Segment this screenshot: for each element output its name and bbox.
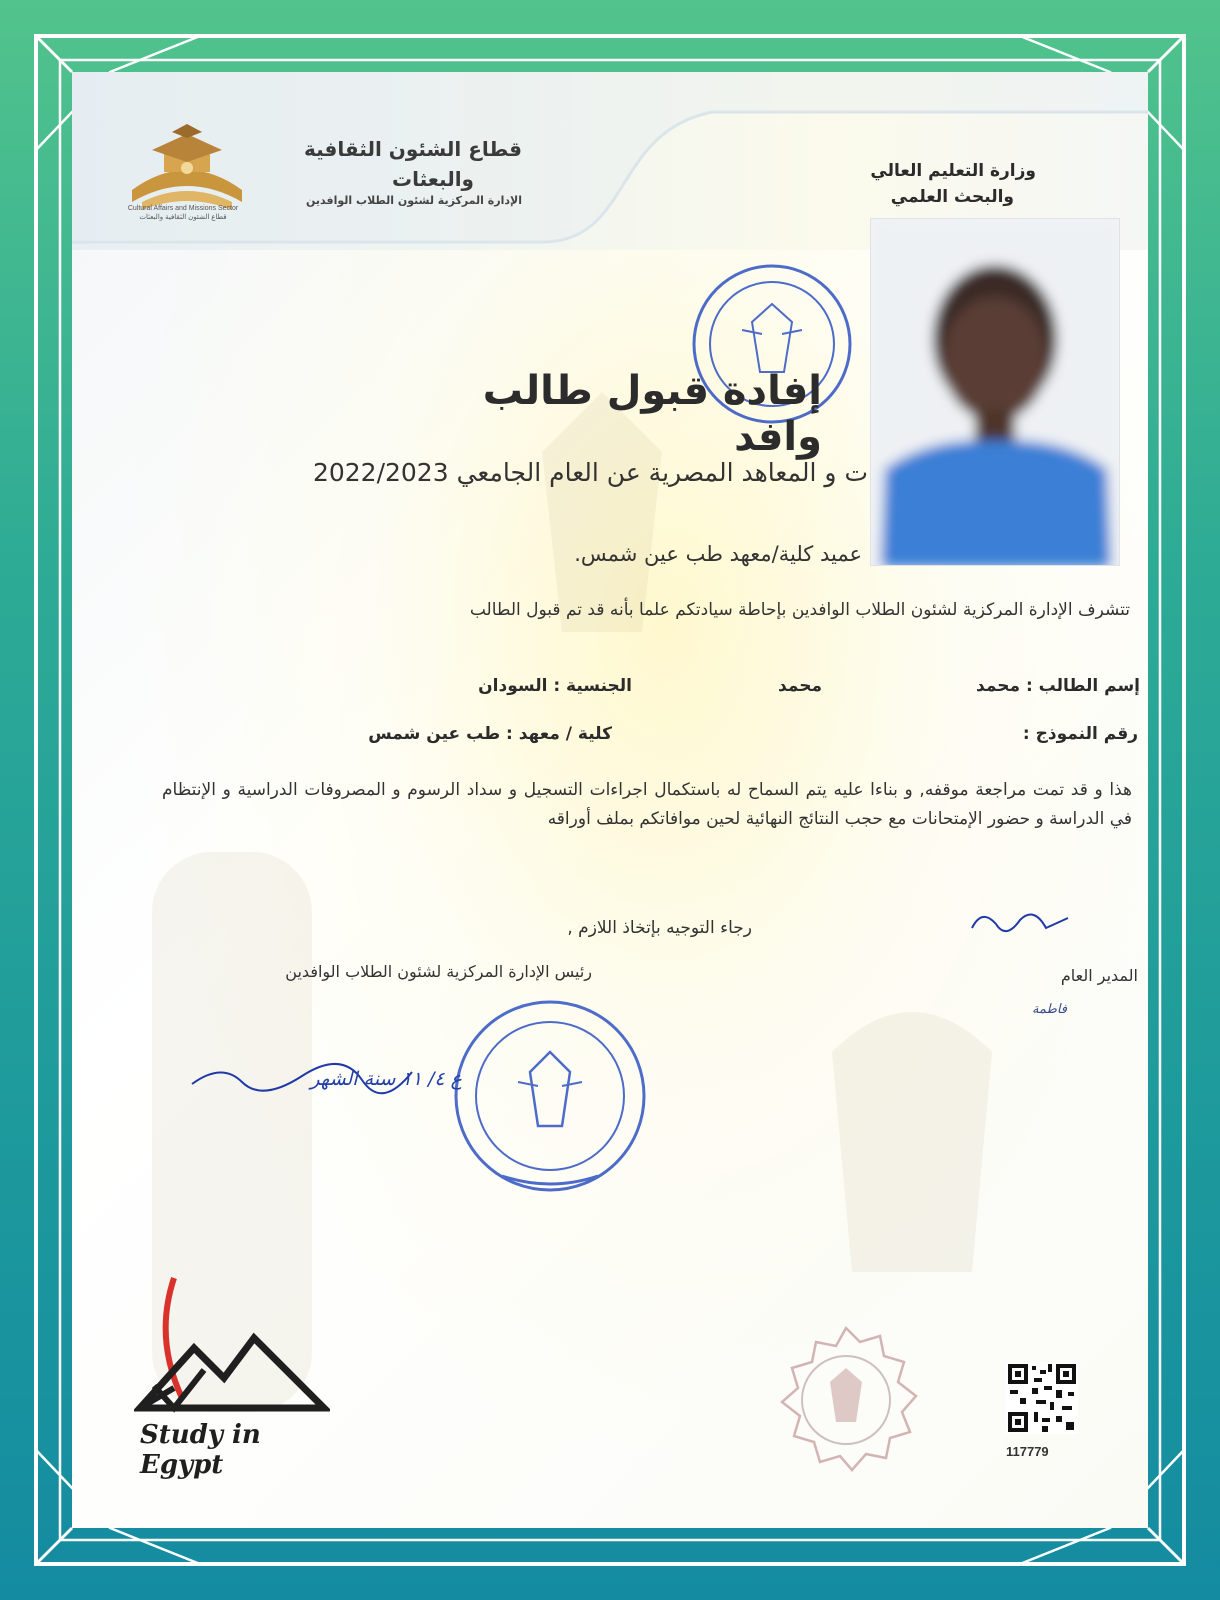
head-title: رئيس الإدارة المركزية لشئون الطلاب الوافدين bbox=[285, 962, 592, 981]
form-number-field: رقم النموذج : bbox=[1022, 724, 1138, 744]
study-in-egypt-brand: Study in Egypt bbox=[140, 1420, 261, 1480]
qr-code-icon bbox=[1006, 1362, 1078, 1434]
sector-subtitle: الإدارة المركزية لشئون الطلاب الوافدين bbox=[306, 194, 522, 207]
director-signature-icon bbox=[972, 915, 1068, 932]
body-text: هذا و قد تمت مراجعة موقفه, و بناءا عليه يتم السماح له باستكمال اجراءات التسجيل و سداد الرسوم و المصروفات الدراسية و الإنتظام في الدراسة و حضور الإمتحانات مع حجب النتائج النهائية لحين موافاتكم بملف أوراقه bbox=[162, 780, 1132, 829]
director-title: المدير العام bbox=[1060, 966, 1138, 985]
regards-text: رجاء التوجيه بإتخاذ اللازم , bbox=[567, 918, 752, 938]
certificate-paper bbox=[72, 72, 1148, 1528]
serial-number: 117779 bbox=[1006, 1444, 1049, 1459]
document-subtitle: ت و المعاهد المصرية عن العام الجامعي 2022/2023 bbox=[312, 458, 868, 487]
document-title: إفادة قبول طالب وافد bbox=[482, 368, 822, 460]
ministry-title bbox=[816, 158, 1036, 210]
ministry-title-line2: والبحث العلمي bbox=[890, 187, 1014, 207]
student-name-field: إسم الطالب : محمد bbox=[976, 676, 1140, 696]
logo-caption-en: Cultural Affairs and Missions Sector bbox=[127, 205, 239, 212]
student-name-middle: محمد bbox=[778, 676, 822, 696]
sector-title-line1: قطاع الشئون الثقافية bbox=[304, 137, 522, 161]
stamp-bottom-icon bbox=[456, 1002, 644, 1190]
egypt-seal-icon bbox=[768, 1322, 924, 1478]
director-signature-name: فاطمة bbox=[1032, 1002, 1068, 1017]
dean-line: عميد كلية/معهد طب عين شمس. bbox=[574, 542, 862, 566]
logo-caption-ar: قطاع الشئون الثقافية والبعثات bbox=[139, 214, 227, 221]
student-photo bbox=[870, 218, 1120, 566]
sector-title-line2: والبعثات bbox=[391, 167, 474, 191]
intro-text: تتشرف الإدارة المركزية لشئون الطلاب الوافدين بإحاطة سيادتكم علما بأنه قد تم قبول الطالب bbox=[469, 600, 1130, 620]
sector-title bbox=[282, 134, 522, 194]
nationality-field: الجنسية : السودان bbox=[478, 676, 632, 696]
student-photo-icon bbox=[871, 219, 1120, 566]
faculty-field: كلية / معهد : طب عين شمس bbox=[368, 724, 612, 744]
ministry-title-line1: وزارة التعليم العالي bbox=[870, 161, 1036, 181]
handwritten-note: ع ٤/ ١١ سنة الشهر bbox=[310, 1068, 462, 1090]
